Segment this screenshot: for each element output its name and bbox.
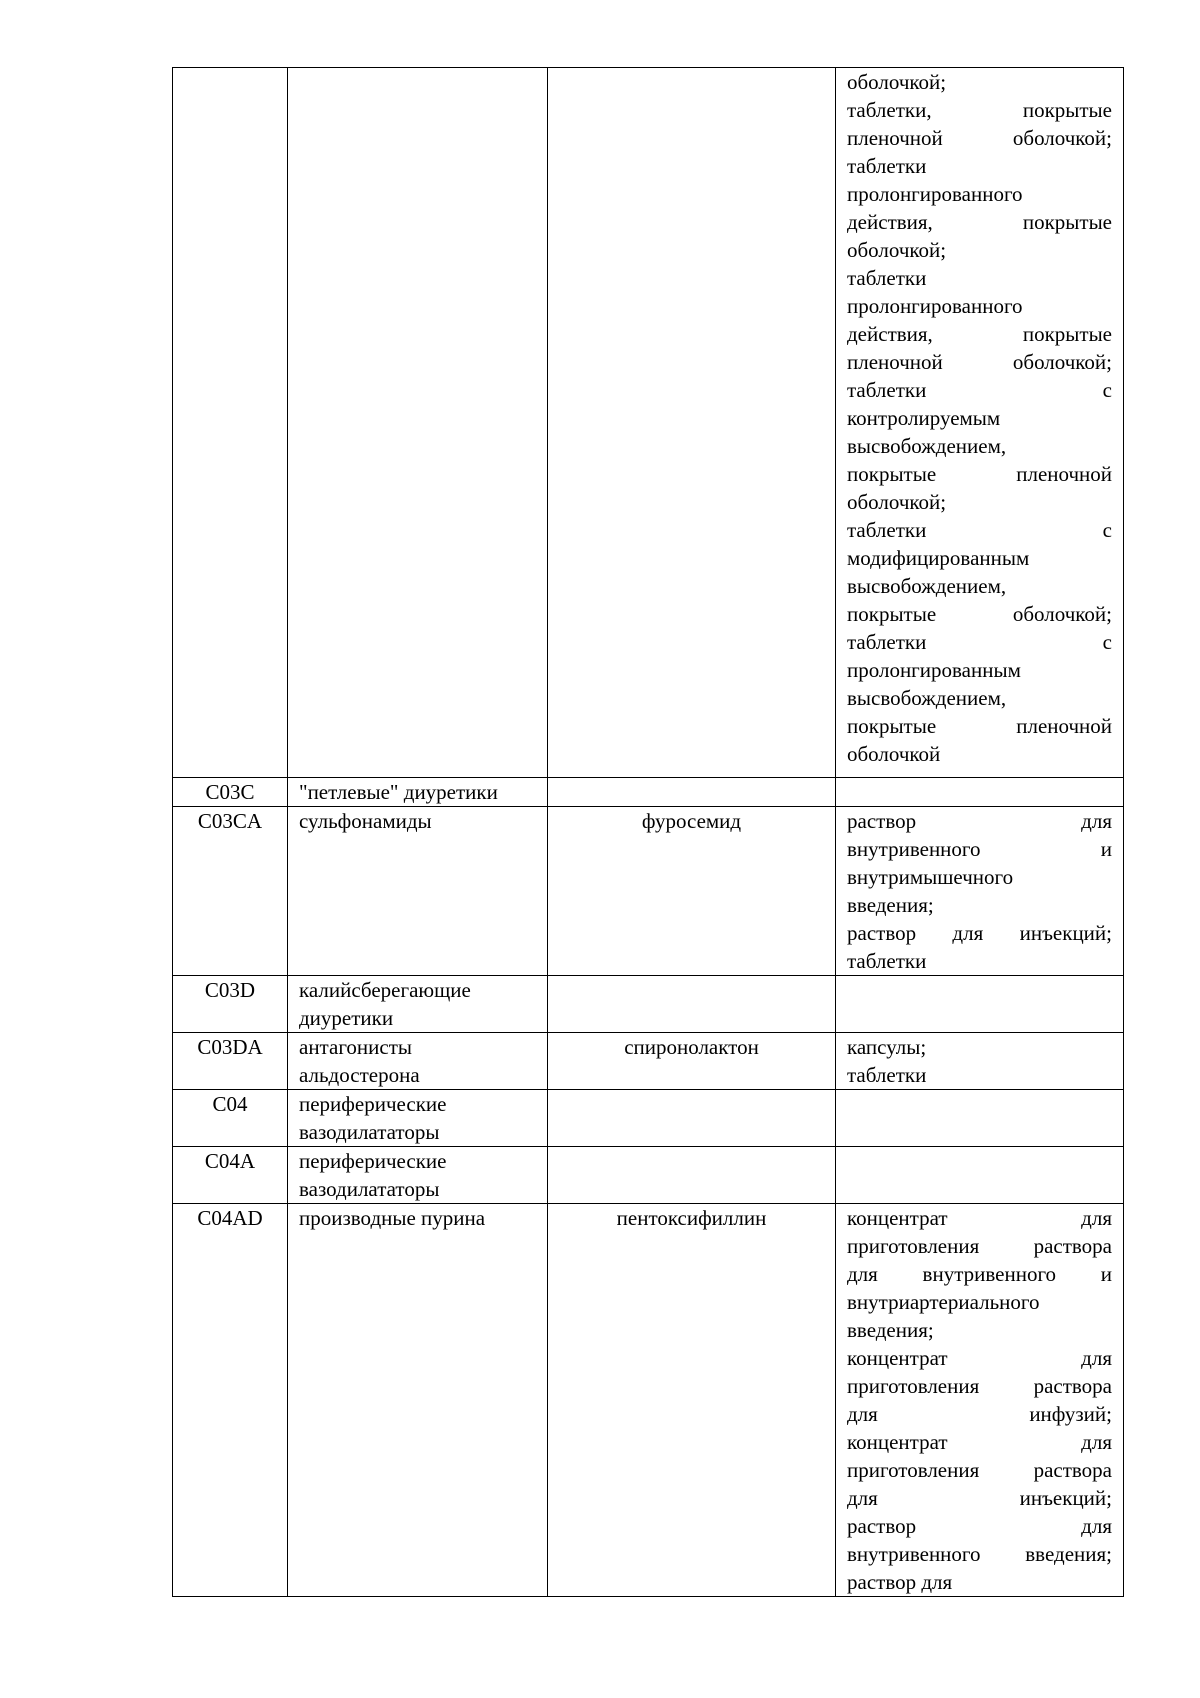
dosage-form-line: для инфузий; xyxy=(847,1402,1112,1426)
dosage-form-line: пролонгированным xyxy=(847,658,1021,682)
dosage-form-line: таблетки xyxy=(847,949,927,973)
drug-name-cell xyxy=(548,1090,836,1147)
table-row xyxy=(173,807,1124,976)
table-row xyxy=(173,976,1124,1033)
dosage-form-cell xyxy=(836,976,1124,1033)
drug-name-cell: фуросемид xyxy=(548,807,836,976)
table-row xyxy=(173,1204,1124,1597)
dosage-form-line: введения; xyxy=(847,893,934,917)
group-name-cell: сульфонамиды xyxy=(288,807,548,976)
dosage-form-line: концентрат для xyxy=(847,1346,1112,1370)
dosage-form-line: внутриартериального xyxy=(847,1290,1040,1314)
dosage-form-line: таблетки с xyxy=(847,518,1112,542)
dosage-form-line: оболочкой; xyxy=(847,70,947,94)
dosage-form-line: таблетки xyxy=(847,266,927,290)
drug-name-cell: пентоксифиллин xyxy=(548,1204,836,1597)
dosage-form-line: высвобождением, xyxy=(847,686,1007,710)
dosage-form-line: концентрат для xyxy=(847,1430,1112,1454)
dosage-form-line: приготовления раствора xyxy=(847,1374,1112,1398)
dosage-form-line: пролонгированного xyxy=(847,294,1023,318)
drug-name-cell: спиронолактон xyxy=(548,1033,836,1090)
group-name-cell: "петлевые" диуретики xyxy=(288,778,548,807)
dosage-form-line: оболочкой; xyxy=(847,490,947,514)
dosage-form-line: покрытые пленочной xyxy=(847,714,1112,738)
dosage-form-line: внутривенного введения; xyxy=(847,1542,1112,1566)
dosage-form-line: раствор для xyxy=(847,1570,953,1594)
dosage-form-cell xyxy=(836,1090,1124,1147)
dosage-form-line: контролируемым xyxy=(847,406,1001,430)
dosage-form-line: концентрат для xyxy=(847,1206,1112,1230)
dosage-form-line: пленочной оболочкой; xyxy=(847,350,1112,374)
dosage-form-line: раствор для xyxy=(847,1514,1112,1538)
group-name-cell: производные пурина xyxy=(288,1204,548,1597)
table-row xyxy=(173,1090,1124,1147)
dosage-form-line: таблетки xyxy=(847,154,927,178)
dosage-form-line: пролонгированного xyxy=(847,182,1023,206)
dosage-form-line: действия, покрытые xyxy=(847,210,1112,234)
dosage-form-cell xyxy=(836,1033,1124,1090)
group-name-cell: антагонисты альдостерона xyxy=(288,1033,548,1090)
group-name-cell: периферические вазодилататоры xyxy=(288,1147,548,1204)
dosage-form-line: капсулы; xyxy=(847,1035,927,1059)
atc-code-cell: C03D xyxy=(173,976,288,1033)
dosage-form-line: внутривенного и xyxy=(847,837,1112,861)
dosage-form-line: пленочной оболочкой; xyxy=(847,126,1112,150)
dosage-form-line: действия, покрытые xyxy=(847,322,1112,346)
table-row xyxy=(173,778,1124,807)
dosage-form-line: покрытые оболочкой; xyxy=(847,602,1112,626)
dosage-form-line: раствор для xyxy=(847,809,1112,833)
group-name-cell: периферические вазодилататоры xyxy=(288,1090,548,1147)
dosage-form-line: таблетки с xyxy=(847,630,1112,654)
table-row xyxy=(173,1147,1124,1204)
drug-name-cell xyxy=(548,1147,836,1204)
atc-code-cell: C04A xyxy=(173,1147,288,1204)
dosage-form-cell xyxy=(836,1204,1124,1597)
dosage-form-line: высвобождением, xyxy=(847,434,1007,458)
dosage-form-line: введения; xyxy=(847,1318,934,1342)
group-name-cell: калийсберегающие диуретики xyxy=(288,976,548,1033)
dosage-form-line: приготовления раствора xyxy=(847,1458,1112,1482)
atc-code-cell: C03CA xyxy=(173,807,288,976)
dosage-form-line: высвобождением, xyxy=(847,574,1007,598)
dosage-form-line: таблетки, покрытые xyxy=(847,98,1112,122)
drug-name-cell xyxy=(548,976,836,1033)
drug-table xyxy=(172,67,1124,1597)
dosage-form-line: раствор для инъекций; xyxy=(847,921,1112,945)
atc-code-cell: C04 xyxy=(173,1090,288,1147)
atc-code-cell: C03C xyxy=(173,778,288,807)
dosage-form-line: для инъекций; xyxy=(847,1486,1112,1510)
dosage-form-line: таблетки xyxy=(847,1063,927,1087)
dosage-form-line: таблетки с xyxy=(847,378,1112,402)
dosage-form-line: для внутривенного и xyxy=(847,1262,1112,1286)
dosage-form-line: внутримышечного xyxy=(847,865,1014,889)
table-row xyxy=(173,1033,1124,1090)
dosage-form-line: модифицированным xyxy=(847,546,1030,570)
dosage-form-line: оболочкой xyxy=(847,742,941,766)
atc-code-cell xyxy=(173,68,288,778)
atc-code-cell: C03DA xyxy=(173,1033,288,1090)
dosage-form-cell xyxy=(836,778,1124,807)
drug-name-cell xyxy=(548,778,836,807)
dosage-form-line: покрытые пленочной xyxy=(847,462,1112,486)
drug-name-cell xyxy=(548,68,836,778)
atc-code-cell: C04AD xyxy=(173,1204,288,1597)
dosage-form-cell xyxy=(836,68,1124,778)
dosage-form-line: приготовления раствора xyxy=(847,1234,1112,1258)
dosage-form-cell xyxy=(836,807,1124,976)
table-body xyxy=(173,68,1124,1597)
group-name-cell xyxy=(288,68,548,778)
dosage-form-cell xyxy=(836,1147,1124,1204)
dosage-form-line: оболочкой; xyxy=(847,238,947,262)
table-row xyxy=(173,68,1124,778)
